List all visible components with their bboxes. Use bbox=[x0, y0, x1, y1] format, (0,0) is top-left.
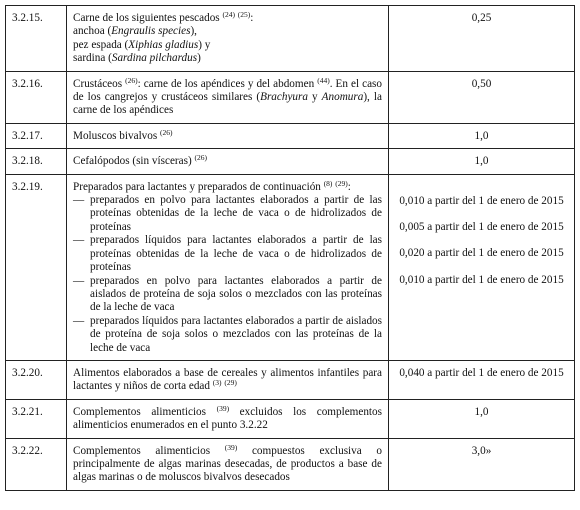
table-row bbox=[6, 360, 575, 399]
row-code: 3.2.15. bbox=[6, 6, 67, 72]
row-description: Alimentos elaborados a base de cereales y alimentos infantiles para lactantes y niños de corta edad $^{(3)}$ $^{(29)}$ bbox=[67, 360, 389, 399]
row-description: Complementos alimenticios $^{(39)}$ compuestos exclusiva o principalmente de algas marinas desecadas, de productos a base de algas marinas o de moluscos bivalvos desecados bbox=[67, 438, 389, 490]
description-heading: Preparados para lactantes y preparados de continuación $^{(8)}$ $^{(29)}$: bbox=[73, 178, 351, 193]
list-item: — preparados en polvo para lactantes elaborados a partir de aislados de proteína de soja solos o mezclados con las proteínas de la leche de vaca bbox=[73, 274, 382, 314]
fish-species-line: pez espada (Xiphias gladius) y bbox=[73, 38, 211, 51]
row-code: 3.2.22. bbox=[6, 438, 67, 490]
dash-bullet: — bbox=[73, 274, 85, 287]
list-item-value: 0,005 a partir del 1 de enero de 2015 bbox=[399, 221, 564, 234]
row-description: Cefalópodos (sin vísceras) $^{(26)}$ bbox=[67, 149, 389, 174]
row-value: 1,0 bbox=[389, 123, 575, 148]
row-code: 3.2.16. bbox=[6, 71, 67, 123]
dash-bullet: — bbox=[73, 314, 85, 327]
list-item-value: 0,010 a partir del 1 de enero de 2015 bbox=[399, 194, 564, 207]
row-value: 1,0 bbox=[389, 399, 575, 438]
table-row bbox=[6, 399, 575, 438]
list-item: — preparados en polvo para lactantes elaborados a partir de las proteínas obtenidas de la leche de vaca o de hidrolizados de proteínas bbox=[73, 194, 382, 233]
table-row bbox=[6, 6, 575, 72]
row-value: 1,0 bbox=[389, 149, 575, 174]
row-code: 3.2.21. bbox=[6, 399, 67, 438]
row-description: Complementos alimenticios $^{(39)}$ excluidos los complementos alimenticios enumerados en el punto 3.2.22 bbox=[67, 399, 389, 438]
row-code: 3.2.18. bbox=[6, 149, 67, 174]
row-description: Crustáceos $^{(26)}$: carne de los apéndices y del abdomen $^{(44)}$. En el caso de los cangrejos y crustáceos similares (Brachyura y Anomura), la carne de los apéndices bbox=[67, 71, 389, 123]
table-row bbox=[6, 123, 575, 148]
dash-bullet: — bbox=[73, 234, 85, 247]
table-row bbox=[6, 71, 575, 123]
row-value: 0,040 a partir del 1 de enero de 2015 bbox=[389, 360, 575, 399]
row-code: 3.2.17. bbox=[6, 123, 67, 148]
row-description: Moluscos bivalvos $^{(26)}$ bbox=[67, 123, 389, 148]
dash-bullet: — bbox=[73, 194, 85, 207]
row-code: 3.2.19. bbox=[6, 174, 67, 360]
row-description bbox=[67, 174, 389, 360]
list-item-value: 0,020 a partir del 1 de enero de 2015 bbox=[399, 247, 564, 260]
row-code: 3.2.20. bbox=[6, 360, 67, 399]
row-value: 0,50 bbox=[389, 71, 575, 123]
fish-species-line: sardina (Sardina pilchardus) bbox=[73, 52, 201, 65]
contaminants-table bbox=[5, 5, 575, 491]
list-item: — preparados líquidos para lactantes elaborados a partir de aislados de proteína de soja solos o mezclados con las proteínas de la leche de vaca bbox=[73, 314, 382, 354]
table-row bbox=[6, 174, 575, 360]
fish-species-line: anchoa (Engraulis species), bbox=[73, 25, 197, 38]
list-item: — preparados líquidos para lactantes elaborados a partir de las proteínas obtenidas de la leche de vaca o de hidrolizados de proteínas bbox=[73, 234, 382, 274]
row-value: 0,25 bbox=[389, 6, 575, 72]
table-row bbox=[6, 149, 575, 174]
row-description bbox=[67, 6, 389, 72]
table-row bbox=[6, 438, 575, 490]
row-value: 3,0» bbox=[389, 438, 575, 490]
list-item-value: 0,010 a partir del 1 de enero de 2015 bbox=[399, 273, 564, 286]
description-line: Carne de los siguientes pescados $^{(24)}$ $^{(25)}$: bbox=[73, 10, 254, 24]
row-values bbox=[389, 174, 575, 360]
